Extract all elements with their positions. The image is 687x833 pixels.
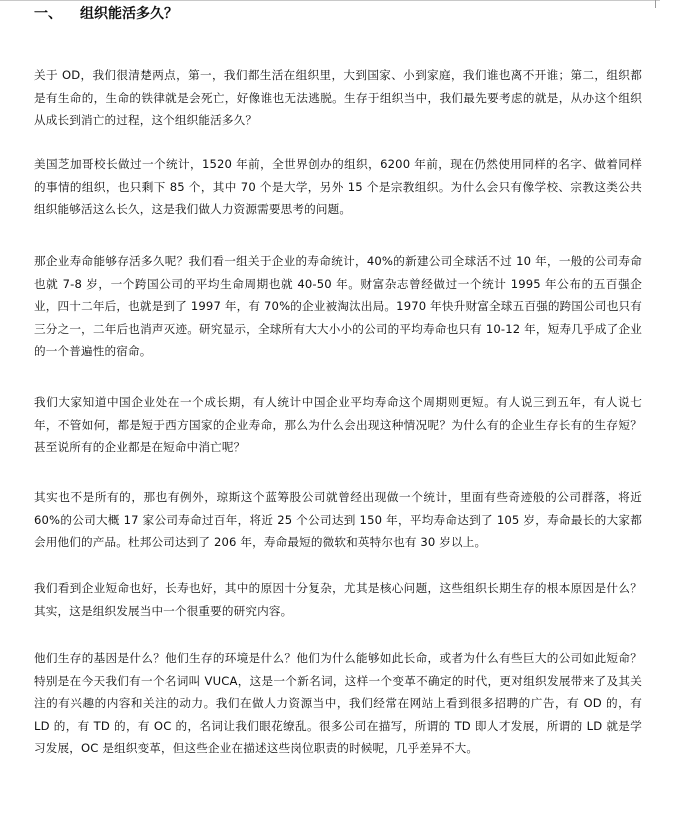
paragraph-reasons: 我们看到企业短命也好，长寿也好，其中的原因十分复杂，尤其是核心问题，这些组织长期生存的根本原因是什么？其实，这是组织发展当中一个很重要的研究内容。 <box>34 581 642 618</box>
paragraph-od-intro: 关于 OD，我们很清楚两点，第一，我们都生活在组织里，大到国家、小到家庭，我们谁也离不开谁；第二，组织都是有生命的，生命的铁律就是会死亡，好像谁也无法逃脱。生存于组织当中，我们最先要考虑的就是，从办这个组织从成长到消亡的过程，这个组织能活多久？ <box>34 68 642 127</box>
paragraph-enterprise-lifespan: 那企业寿命能够存活多久呢？我们看一组关于企业的寿命统计，40%的新建公司全球活不过 10 年，一般的公司寿命也就 7-8 岁，一个跨国公司的平均生命周期也就 40-50 年。财富杂志曾经做过一个统计 1995 年公布的五百强企业，四十二年后，也就是到了 1997 年，有 70%的企业被淘汰出局。1970 年快升财富全球五百强的跨国公司也只有三分之一，二年后也消声灭迹。研究显示，全球所有大大小小的公司的平均寿命也只有 10-12 年，短寿几乎成了企业的一个普遍性的宿命。 <box>34 254 642 358</box>
paragraph-vuca: 他们生存的基因是什么？他们生存的环境是什么？他们为什么能够如此长命，或者为什么有些巨大的公司如此短命？特别是在今天我们有一个名词叫 VUCA，这是一个新名词，这样一个变革不确定的时代，更对组织发展带来了及其关注的有兴趣的内容和关注的动力。我们在做人力资源当中，我们经常在网站上看到很多招聘的广告，有 OD 的，有 LD 的，有 TD 的，有 OC 的，名词让我们眼花缭乱。很多公司在描写，所谓的 TD 即人才发展，所谓的 LD 就是学习发展，OC 是组织变革，但这些企业在描述这些岗位职责的时候呢，几乎差异不大。 <box>34 651 642 755</box>
section-title: 组织能活多久？ <box>80 6 178 22</box>
page-top-border <box>0 0 660 1</box>
paragraph-exceptions: 其实也不是所有的，那也有例外，琼斯这个蓝筹股公司就曾经出现做一个统计，里面有些奇迹般的公司群落，将近 60%的公司大概 17 家公司寿命过百年，将近 25 个公司达到 150 年，平均寿命达到了 105 岁，寿命最长的大家都会用他们的产品。杜邦公司达到了 206 年，寿命最短的微软和英特尔也有 30 岁以上。 <box>34 490 642 549</box>
paragraph-chicago-statistics: 美国芝加哥校长做过一个统计，1520 年前，全世界创办的组织，6200 年前，现在仍然使用同样的名字、做着同样的事情的组织，也只剩下 85 个，其中 70 个是大学，另外 15 个是宗教组织。为什么会只有像学校、宗教这类公共组织能够活这么长久，这是我们做人力资源需要思考的问题。 <box>34 157 642 216</box>
section-number: 一、 <box>34 6 62 22</box>
page-corner-mark <box>655 0 656 8</box>
section-heading <box>34 4 178 24</box>
paragraph-chinese-enterprises: 我们大家知道中国企业处在一个成长期，有人统计中国企业平均寿命这个周期则更短。有人说三到五年，有人说七年，不管如何，都是短于西方国家的企业寿命，那么为什么会出现这种情况呢？为什么有的企业生存长有的生存短？甚至说所有的企业都是在短命中消亡呢？ <box>34 395 642 454</box>
